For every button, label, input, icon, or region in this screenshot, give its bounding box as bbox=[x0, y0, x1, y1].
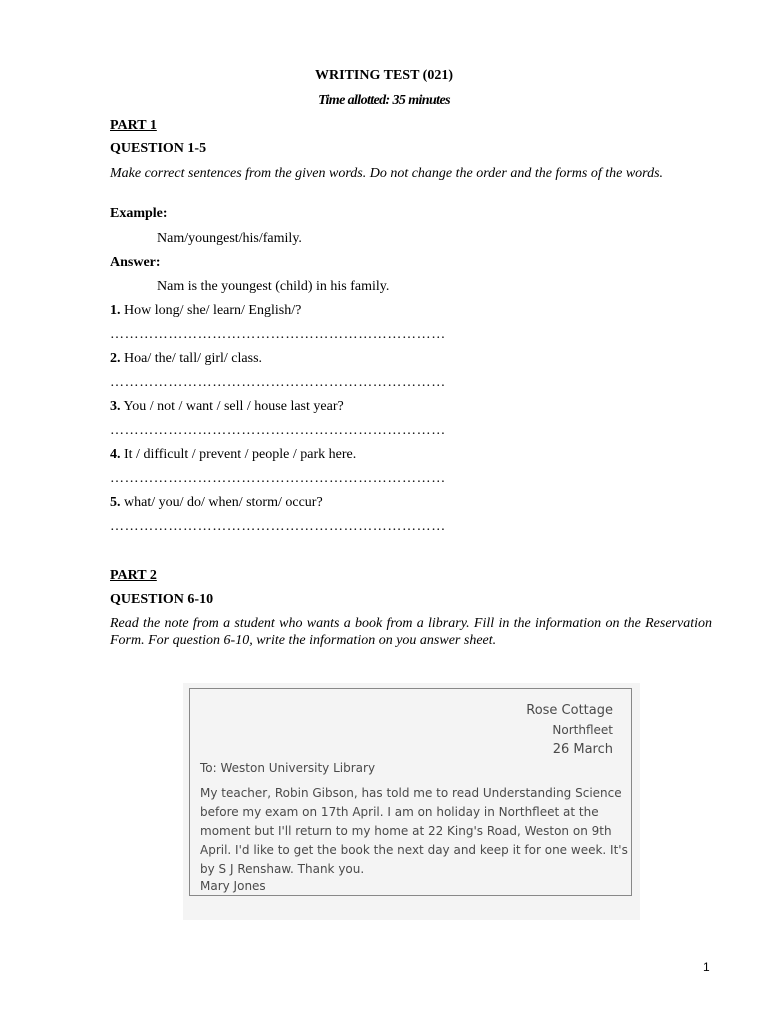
question-text: what/ you/ do/ when/ storm/ occur? bbox=[120, 495, 323, 510]
part2-label: PART 2 bbox=[110, 568, 157, 583]
question-text: You / not / want / sell / house last year? bbox=[120, 399, 344, 414]
note-address-line2: Northfleet bbox=[552, 723, 613, 737]
answer-blank[interactable]: …………………………………………………………… bbox=[110, 471, 446, 486]
answer-blank[interactable]: …………………………………………………………… bbox=[110, 375, 446, 390]
question-item-4 bbox=[110, 447, 356, 463]
note-body-line: My teacher, Robin Gibson, has told me to read Understanding Science bbox=[200, 786, 622, 800]
answer-blank[interactable]: …………………………………………………………… bbox=[110, 519, 446, 534]
note-address-line1: Rose Cottage bbox=[526, 703, 613, 718]
note-body-line: moment but I'll return to my home at 22 King's Road, Weston on 9th bbox=[200, 824, 612, 838]
part1-question: QUESTION 1-5 bbox=[110, 141, 207, 156]
note-recipient: To: Weston University Library bbox=[200, 761, 376, 775]
part1-instruction: Make correct sentences from the given words. Do not change the order and the forms of the words. bbox=[110, 166, 664, 181]
note-body-line: April. I'd like to get the book the next day and keep it for one week. It's bbox=[200, 843, 628, 857]
test-title: WRITING TEST (021) bbox=[315, 68, 453, 83]
question-item-3 bbox=[110, 399, 344, 415]
answer-blank[interactable]: …………………………………………………………… bbox=[110, 423, 446, 438]
question-item-5 bbox=[110, 495, 323, 511]
example-text: Nam/youngest/his/family. bbox=[157, 231, 302, 246]
note-frame bbox=[189, 688, 632, 896]
question-item-2 bbox=[110, 351, 262, 367]
part1-label: PART 1 bbox=[110, 118, 157, 133]
part2-instruction: Read the note from a student who wants a book from a library. Fill in the information on the Reservation Form. For question 6-10, write the information on you answer sheet. bbox=[110, 616, 712, 648]
question-number: 5. bbox=[110, 495, 121, 510]
answer-label: Answer: bbox=[110, 255, 161, 270]
answer-text: Nam is the youngest (child) in his family. bbox=[157, 279, 390, 294]
time-allotted: Time allotted: 35 minutes bbox=[318, 93, 450, 108]
question-text: It / difficult / prevent / people / park here. bbox=[120, 447, 357, 462]
note-body-line: before my exam on 17th April. I am on holiday in Northfleet at the bbox=[200, 805, 599, 819]
answer-blank[interactable]: …………………………………………………………… bbox=[110, 327, 446, 342]
library-note-image bbox=[183, 683, 640, 920]
part2-question: QUESTION 6-10 bbox=[110, 592, 214, 607]
page-number: 1 bbox=[703, 960, 710, 974]
question-number: 3. bbox=[110, 399, 121, 414]
question-number: 1. bbox=[110, 303, 121, 318]
example-label: Example: bbox=[110, 206, 168, 221]
question-text: Hoa/ the/ tall/ girl/ class. bbox=[120, 351, 263, 366]
question-number: 2. bbox=[110, 351, 121, 366]
note-date: 26 March bbox=[552, 742, 613, 757]
question-number: 4. bbox=[110, 447, 121, 462]
question-item-1 bbox=[110, 303, 301, 319]
note-signature: Mary Jones bbox=[200, 879, 266, 893]
note-body bbox=[200, 784, 630, 879]
question-text: How long/ she/ learn/ English/? bbox=[120, 303, 302, 318]
note-body-line: by S J Renshaw. Thank you. bbox=[200, 862, 365, 876]
